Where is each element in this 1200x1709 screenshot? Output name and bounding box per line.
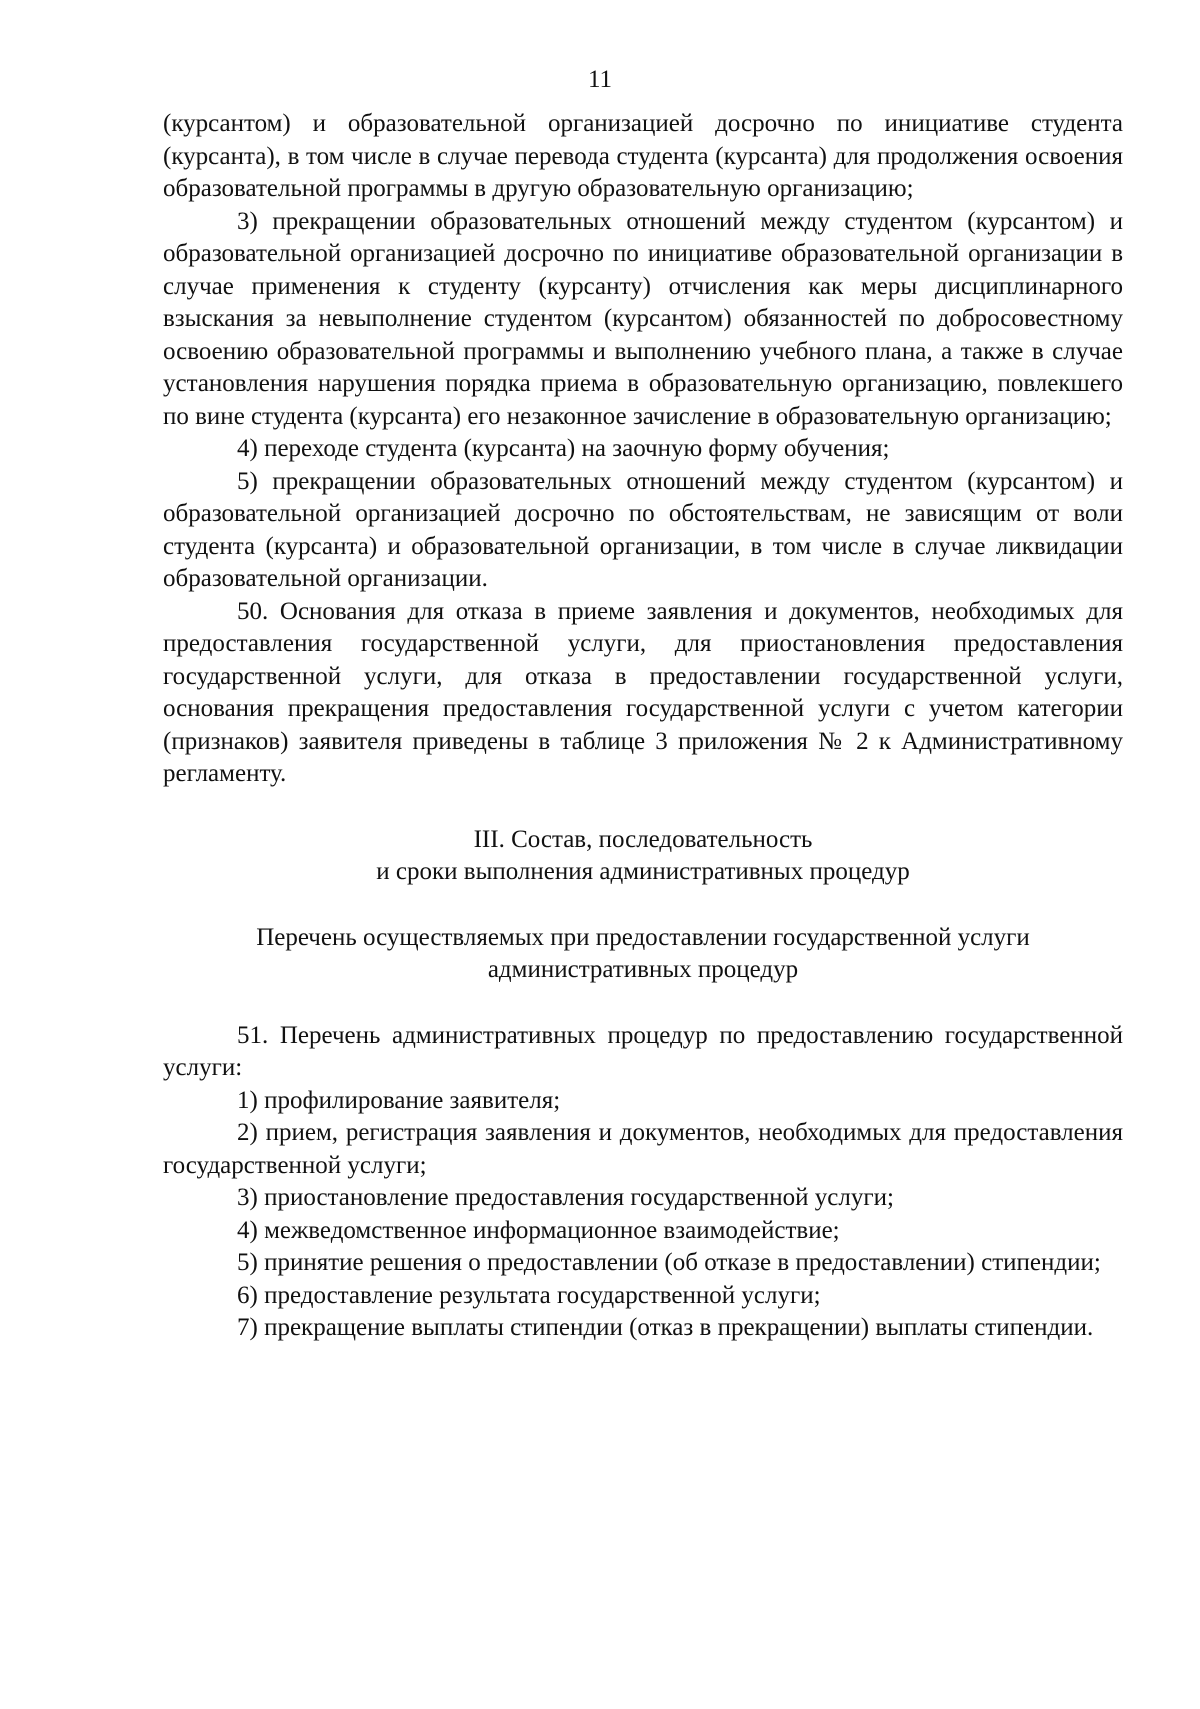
procedure-item-7: 7) прекращение выплаты стипендии (отказ в прекращении) выплаты стипендии. bbox=[237, 1314, 1094, 1341]
procedure-item-3: 3) приостановление предоставления государственной услуги; bbox=[237, 1184, 894, 1211]
procedure-item-5: 5) принятие решения о предоставлении (об отказе в предоставлении) стипендии; bbox=[237, 1249, 1101, 1276]
paragraph-50: 50. Основания для отказа в приеме заявления и документов, необходимых для предоставления государственной услуги, для приостановления предоставления государственной услуги, для отказа в предоставлении государственной услуги, основания прекращения предоставления государственной услуги с учетом категории (признаков) заявителя приведены в таблице 3 приложения № 2 к Административному регламенту. bbox=[163, 597, 1123, 787]
section-heading bbox=[163, 824, 1123, 889]
paragraph-continuation: (курсантом) и образовательной организацией досрочно по инициативе студента (курсанта), в том числе в случае перевода студента (курсанта) для продолжения освоения образовательной программы в другую образовательную организацию; bbox=[163, 110, 1123, 202]
procedure-item-1: 1) профилирование заявителя; bbox=[237, 1086, 561, 1114]
sub-heading-line-2: административных процедур bbox=[487, 956, 799, 983]
list-item-4: 4) переходе студента (курсанта) на заочную форму обучения; bbox=[237, 435, 890, 462]
document-body bbox=[163, 108, 1123, 1345]
paragraph-51: 51. Перечень административных процедур по предоставлению государственной услуги: bbox=[163, 1021, 1123, 1081]
list-item-5: 5) прекращении образовательных отношений между студентом (курсантом) и образовательной организацией досрочно по обстоятельствам, не зависящим от воли студента (курсанта) и образовательной организации, в том числе в случае ликвидации образовательной организации. bbox=[163, 467, 1123, 592]
procedure-item-4: 4) межведомственное информационное взаимодействие; bbox=[237, 1216, 840, 1244]
procedure-item-6: 6) предоставление результата государственной услуги; bbox=[237, 1281, 821, 1309]
sub-heading bbox=[163, 922, 1123, 987]
page-number: 11 bbox=[587, 66, 613, 93]
sub-heading-line-1: Перечень осуществляемых при предоставлении государственной услуги bbox=[256, 923, 1030, 951]
section-heading-line-2: и сроки выполнения административных процедур bbox=[376, 858, 910, 885]
section-heading-line-1: III. Состав, последовательность bbox=[473, 825, 813, 853]
list-item-3: 3) прекращении образовательных отношений между студентом (курсантом) и образовательной организацией досрочно по инициативе образовательной организации в случае применения к студенту (курсанту) отчисления как меры дисциплинарного взыскания за невыполнение студентом (курсантом) обязанностей по добросовестному освоению образовательной программы и выполнению учебного плана, а также в случае установления нарушения порядка приема в образовательную организацию, повлекшего по вине студента (курсанта) его незаконное зачисление в образовательную организацию; bbox=[163, 207, 1123, 430]
procedure-item-2: 2) прием, регистрация заявления и документов, необходимых для предоставления государственной услуги; bbox=[163, 1119, 1123, 1179]
